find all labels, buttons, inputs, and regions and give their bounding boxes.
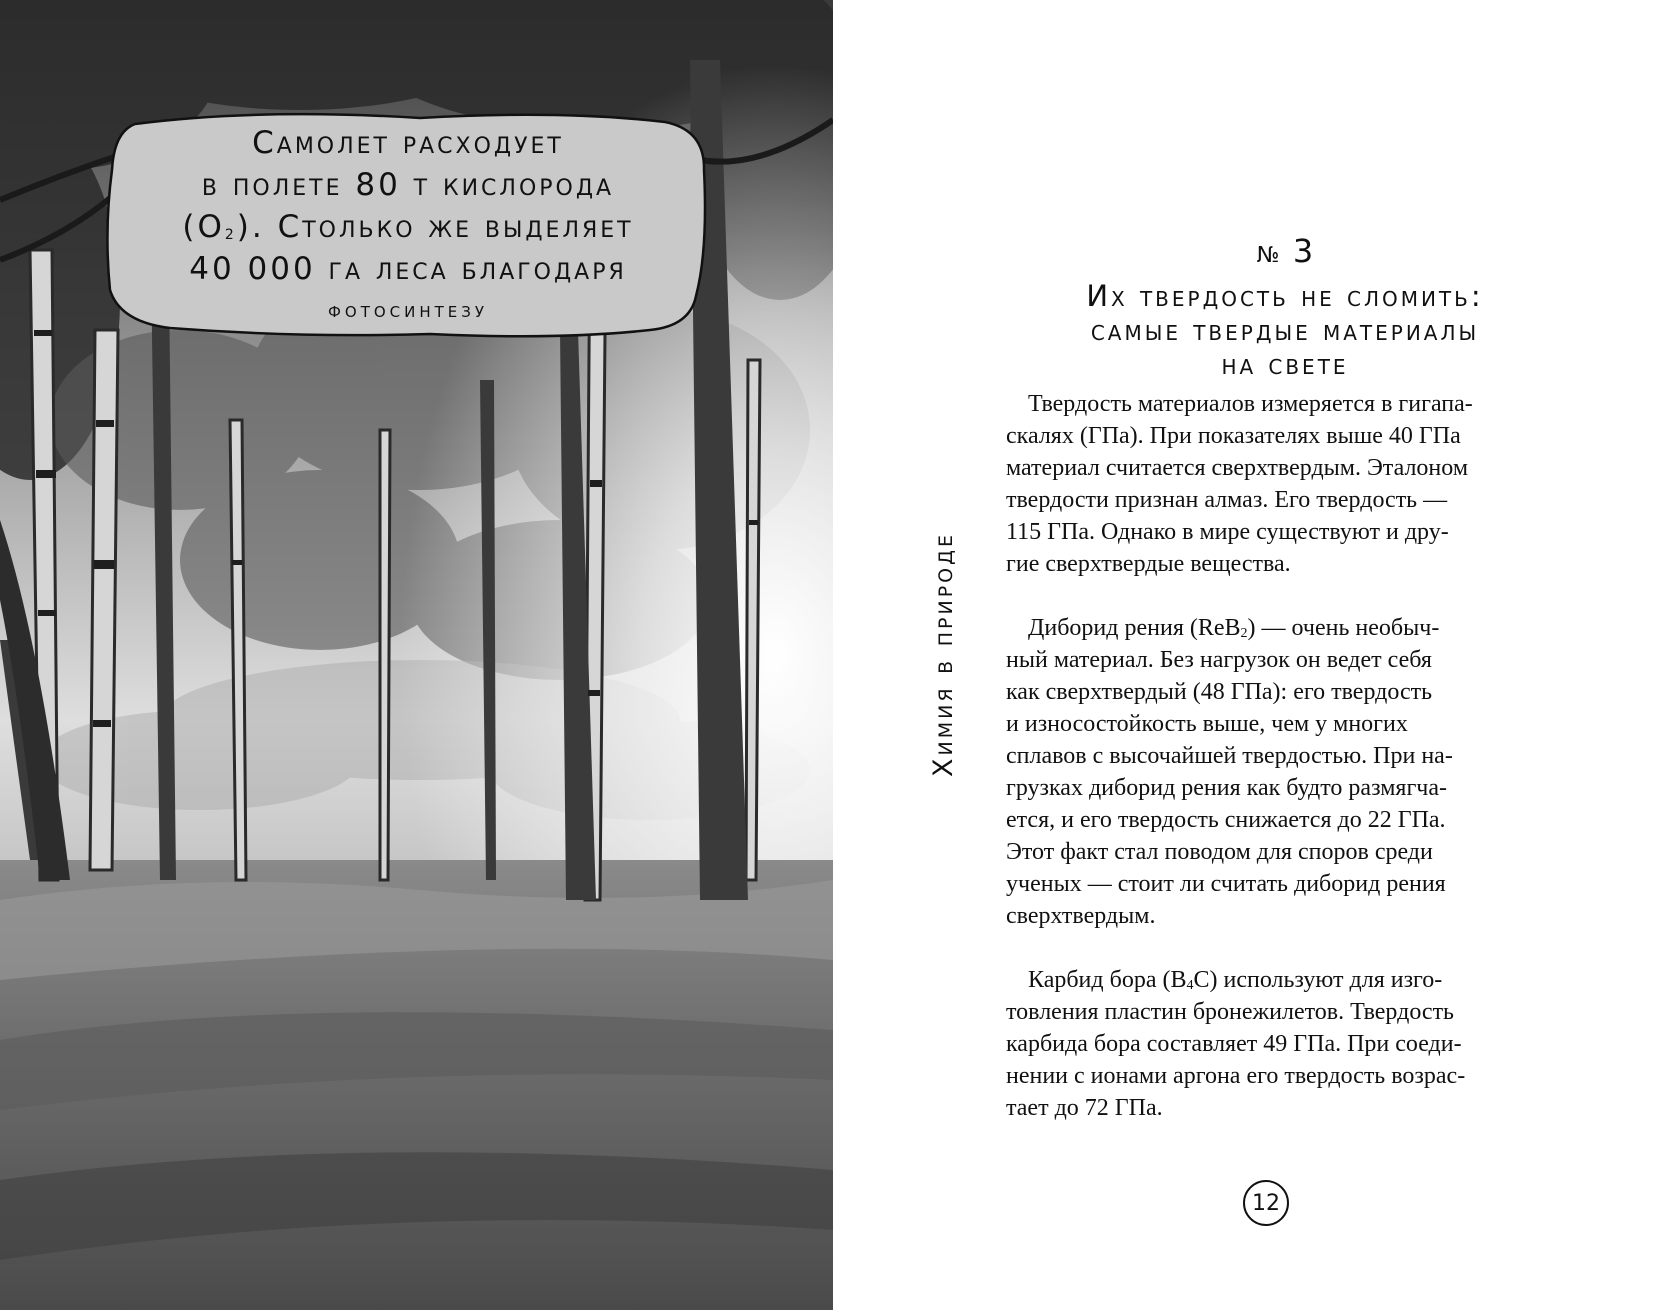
paragraph-rhenium-diboride: Диборид рения (ReB$_2$) — очень необыч- ный материал. Без нагрузок он ведет себя как сверхтвердый (48 ГПа): его твердость и износостойкость выше, чем у многих сплавов с высочайшей твердостью. При на- грузках диборид рения как будто размягча- ется, и его твердость снижается до 22 ГПа. Этот факт стал поводом для споров среди ученых — стоит ли считать диборид рения сверхтвердым.	[1006, 615, 1453, 929]
page-number: 12	[1243, 1180, 1289, 1226]
paragraph-hardness-intro: Твердость материалов измеряется в гигапа- скалях (ГПа). При показателях выше 40 ГПа материал считается сверхтвердым. Эталоном твердости признан алмаз. Его твердость — 115 ГПа. Однако в мире существуют и дру- гие сверхтвердые вещества.	[1006, 391, 1473, 577]
callout-line-4: 40 000 га леса благодаря	[189, 251, 627, 287]
running-head-vertical: Химия в природе	[927, 531, 959, 777]
section-title-line-3: на свете	[1221, 347, 1349, 381]
callout-line-1: Самолет расходует	[252, 125, 564, 161]
callout-line-2: в полете 80 т кислорода	[201, 167, 615, 203]
callout-text	[118, 122, 698, 332]
section-number: № 3	[1256, 232, 1314, 270]
section-heading	[990, 228, 1580, 381]
article-body	[1006, 388, 1531, 1156]
section-title-line-1: Их твердость не сломить:	[1086, 279, 1484, 313]
callout-line-5: фотосинтезу	[327, 298, 489, 323]
callout-line-3: $(O_2)$. Столько же выделяет	[182, 209, 634, 245]
section-title-line-2: самые твердые материалы	[1090, 313, 1480, 347]
paragraph-boron-carbide: Карбид бора $(B_4C)$ используют для изго- товления пластин бронежилетов. Твердость карбида бора составляет 49 ГПа. При соеди- нении с ионами аргона его твердость возрас- тает до 72 ГПа.	[1006, 967, 1466, 1121]
